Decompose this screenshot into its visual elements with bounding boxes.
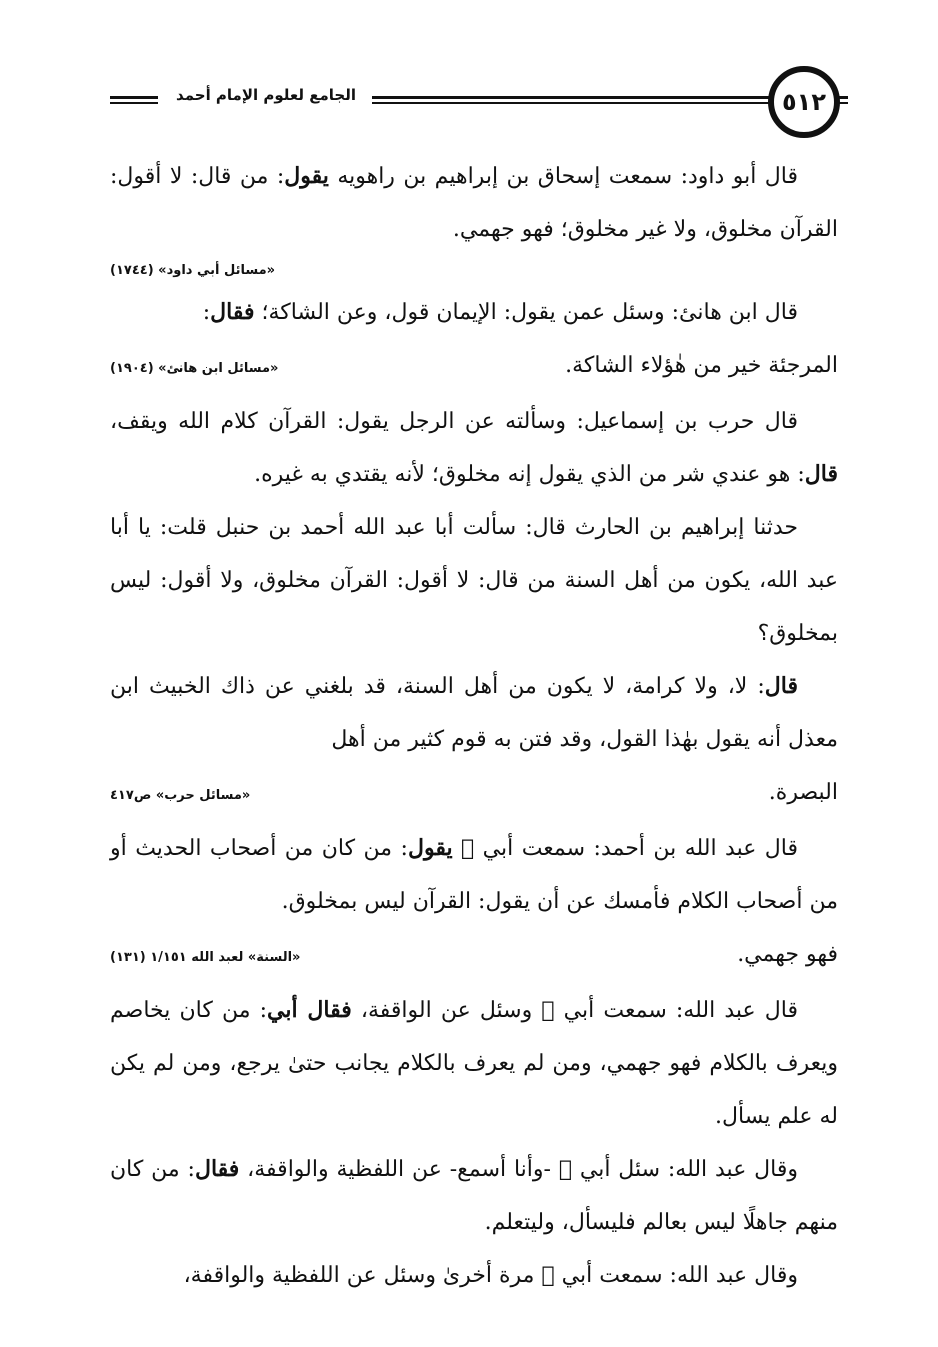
page-header <box>110 60 848 150</box>
paragraph <box>110 822 838 928</box>
text-span: : من كان يخاصم ويعرف بالكلام فهو جهمي، ومن لم يعرف بالكلام يجانب حتىٰ يرجع، ومن لم يكن له علم يسأل. <box>110 998 838 1129</box>
bold-keyword: يقول <box>407 835 453 861</box>
header-rule <box>372 96 778 104</box>
running-title: الجامع لعلوم الإمام أحمد <box>176 86 356 104</box>
text-span: : <box>202 300 211 325</box>
paragraph-last-line <box>110 766 838 822</box>
text-span: : هو عندي شر من الذي يقول إنه مخلوق؛ لأنه يقتدي به غيره. <box>254 462 805 487</box>
citation: «مسائل حرب» ص٤١٧ <box>110 788 251 803</box>
citation: «السنة» لعبد الله ١/١٥١ (١٣١) <box>110 950 301 965</box>
text-span: قال أبو داود: سمعت إسحاق بن إبراهيم بن راهويه <box>328 164 798 189</box>
text-span: قال ابن هانئ: وسئل عمن يقول: الإيمان قول، وعن الشاكة؛ <box>254 300 798 325</box>
text-span: فهو جهمي. <box>737 942 838 967</box>
text-span: قال عبد الله: سمعت أبي ﷫ وسئل عن الواقفة، <box>351 998 798 1023</box>
text-span: المرجئة خير من هٰؤلاء الشاكة. <box>565 353 838 378</box>
paragraph <box>110 395 838 501</box>
bold-keyword: قال <box>764 673 798 699</box>
bold-keyword: يقول <box>284 163 329 189</box>
paragraph-last-line <box>110 339 838 395</box>
paragraph: وقال عبد الله: سمعت أبي ﷫ مرة أخرىٰ وسئل عن اللفظية والواقفة، <box>183 1263 798 1288</box>
text-span: قال حرب بن إسماعيل: وسألته عن الرجل يقول: القرآن كلام الله ويقف، <box>110 409 798 434</box>
bold-keyword: فقال أبي <box>267 997 352 1023</box>
text-span: قال عبد الله بن أحمد: سمعت أبي ﷫ <box>452 836 799 861</box>
page-number: ٥١٢ <box>768 66 840 138</box>
citation: «مسائل ابن هانئ» (١٩٠٤) <box>110 361 279 376</box>
paragraph <box>110 984 838 1143</box>
page-body <box>110 150 838 1302</box>
paragraph <box>110 150 838 256</box>
bold-keyword: فقال <box>210 299 255 325</box>
text-span: البصرة. <box>768 780 838 805</box>
bold-keyword: قال <box>804 461 838 487</box>
text-span: وقال عبد الله: سئل أبي ﷫ -وأنا أسمع- عن اللفظية والواقفة، <box>239 1157 798 1182</box>
text-span: : من كان من أصحاب الحديث أو من أصحاب الكلام فأمسك عن أن يقول: القرآن ليس بمخلوق. <box>110 836 838 914</box>
paragraph: حدثنا إبراهيم بن الحارث قال: سألت أبا عبد الله أحمد بن حنبل قلت: يا أبا عبد الله، يكون من أهل السنة من قال: لا أقول: القرآن مخلوق، ولا أقول: ليس بمخلوق؟ <box>110 515 838 646</box>
citation: «مسائل أبي داود» (١٧٤٤) <box>110 263 276 278</box>
text-span: : من قال: لا أقول: القرآن مخلوق، ولا غير مخلوق؛ فهو جهمي. <box>110 164 838 242</box>
bold-keyword: فقال <box>194 1156 240 1182</box>
paragraph <box>110 660 838 766</box>
header-rule <box>110 96 158 104</box>
paragraph <box>110 286 838 339</box>
paragraph-last-line <box>110 928 838 984</box>
text-span: : لا، ولا كرامة، لا يكون من أهل السنة، قد بلغني عن ذاك الخبيث ابن معذل أنه يقول بهٰذا القول، وقد فتن به قوم كثير من أهل <box>110 674 838 752</box>
text-span: : من كان منهم جاهلًا ليس بعالم فليسأل، وليتعلم. <box>110 1157 838 1235</box>
paragraph <box>110 1143 838 1249</box>
